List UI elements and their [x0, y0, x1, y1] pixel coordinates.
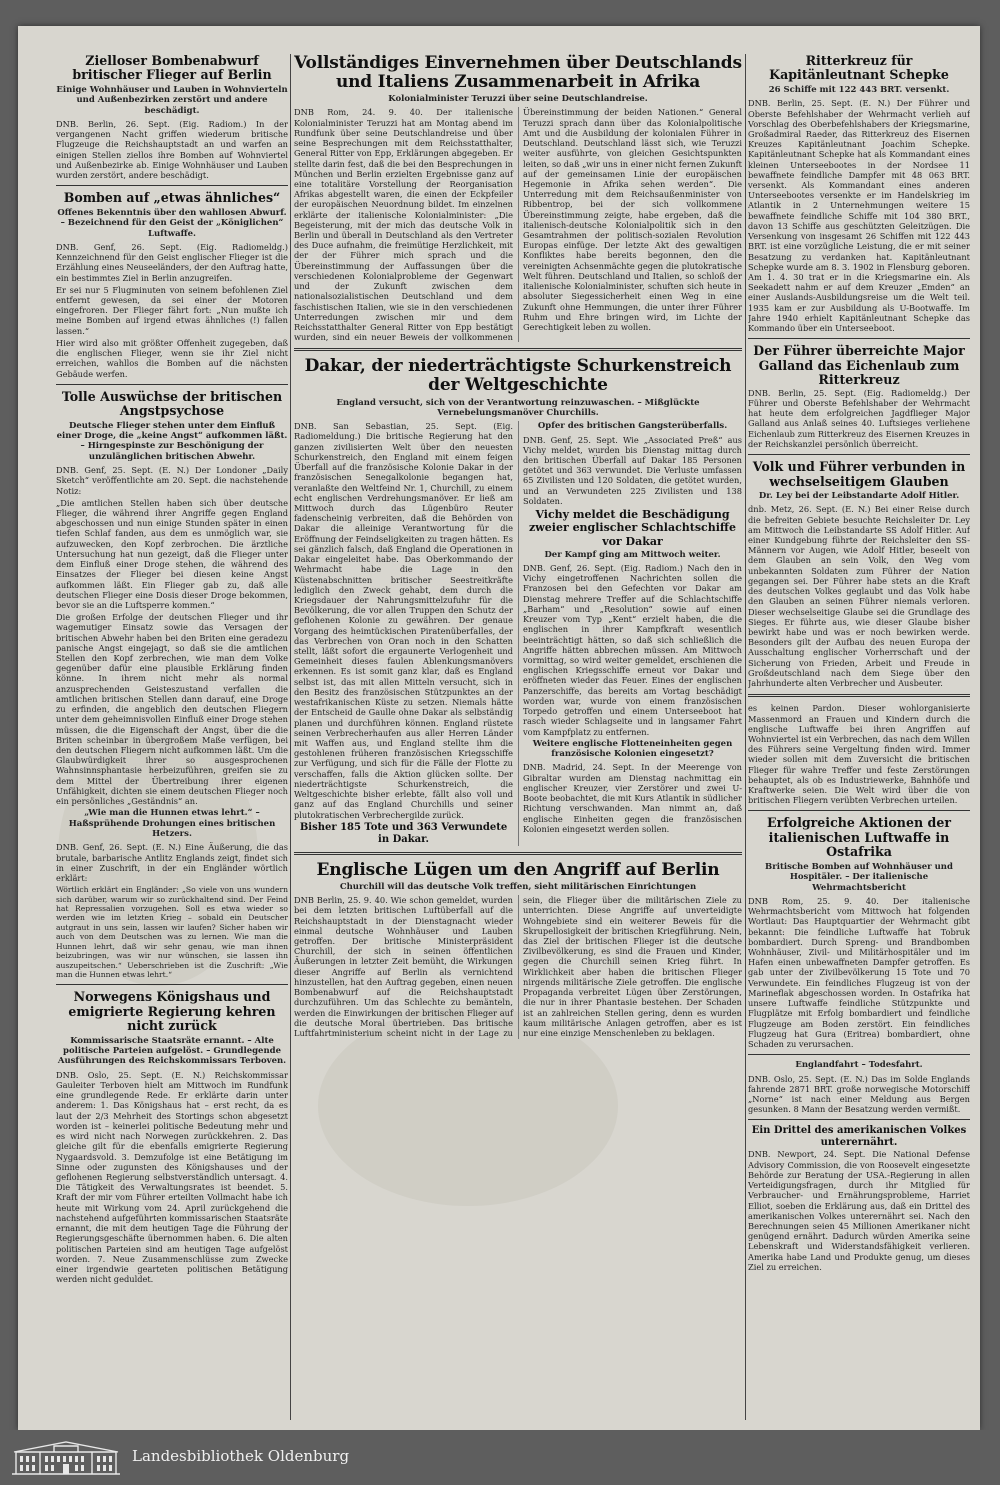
subhead-angstpsychose: Deutsche Flieger stehen unter dem Einfluß einer Droge, die „keine Angst“ aufkommen läßt. – Hirngespinste zur Beschönigung der unzulänglichen britischen Abwehr.	[56, 420, 288, 462]
article-text: DNB. Berlin, 25. Sept. (E. N.) Der Führer und Oberste Befehlshaber der Wehrmacht verlieh auf Vorschlag des Oberbefehlshabers der Kriegsmarine, Großadmiral Raeder, das Ritterkreuz des Eisernen Kreuzes Kapitänleutnant Joachim Schepke. Kapitänleutnant Schepke hat als Kommandant eines kleinen Unterseebootes in der Nordsee 11 bewaffnete feindliche Dampfer mit 48 063 BRT. versenkt. Als Kommandant eines anderen Unterseebootes versenkte er im Handelskrieg im Atlantik in 2 Unternehmungen weitere 15 bewaffnete feindliche Schiffe mit 104 380 BRT., davon 13 Schiffe aus geschützten Geleitzügen. Die Versenkung von insgesamt 26 Schiffen mit 122 443 BRT. ist eine vorzügliche Leistung, die er mit seiner Besatzung zu verdanken hat. Kapitänleutnant Schepke wurde am 8. 3. 1902 in Flensburg geboren. Am 1. 4. 30 trat er in die Kriegsmarine ein. Als Seekadett nahm er auf dem Kreuzer „Emden“ an einer Auslands-Ausbildungsreise um die Welt teil. 1935 kam er zur Ausbildung als U-Bootwaffe. Im Jahre 1940 erhielt Kapitänleutnant Schepke das Kommando über ein Unterseeboot.	[748, 98, 970, 334]
subhead-ostafrika: Britische Bomben auf Wohnhäuser und Hospitäler. – Der italienische Wehrmachtsbericht	[765, 861, 953, 893]
headline-bombenabwurf: Zielloser Bombenabwurf britischer Flieger auf Berlin	[72, 54, 272, 83]
divider	[748, 1119, 970, 1120]
article-text: DNB. Genf, 26. Sept. (Eig. Radiomeldg.) Kennzeichnend für den Geist englischer Flieger ist die Erzählung eines Neuseeländers, der den Auftrag hatte, ein bestimmtes Ziel in Berlin anzugreifen.	[56, 241, 288, 283]
article-text: DNB. Genf, 26. Sept. (E. N.) Eine Äußerung, die das brutale, barbarische Antlitz Englands zeigt, findet sich in einer Zuschrift, in der ein Engländer wörtlich erklärt:	[56, 842, 288, 884]
column-center	[294, 54, 742, 1420]
subhead-norwegen: Kommissarische Staatsräte ernannt. – Alte politische Parteien aufgelöst. – Grundlegende Ausführungen des Reichskommissars Terboven.	[57, 1035, 287, 1067]
article-text: Er sei nur 5 Flugminuten von seinem befohlenen Ziel entfernt gewesen, da sei einer der Motoren eingefroren. Der Flieger fährt fort: „Nun mußte ich meine Bomben auf irgend etwas ähnliches (!) fallen lassen.“	[56, 284, 288, 336]
divider	[748, 694, 970, 697]
article-text: DNB. Oslo, 25. Sept. (E. N.) Reichskommissar Gauleiter Terboven hielt am Mittwoch im Rundfunk eine grundlegende Rede. Er erklärte darin unter anderem: 1. Das Königshaus hat – erst recht, da es laut der 2/3 Mehrheit des Stortings schon abgesetzt worden ist – keinerlei politische Bedeutung mehr und es wird nicht nach Norwegen zurückkehren. 2. Das gleiche gilt für die ebenfalls emigrierte Regierung Nygaardsvold. 3. Demzufolge ist eine Betätigung im Sinne oder zugunsten des Königshauses und der geflohenen Regierung selbstverständlich untersagt. 4. Die Tätigkeit des Verwaltungsrates ist beendet. 5. Kraft der mir vom Führer erteilten Vollmacht habe ich heute mit Wirkung vom 24. April zurückgehend die nachstehend aufgeführten kommissarischen Staatsräte ernannt, die mit dem heutigen Tage die Führung der Regierungsgeschäfte übernommen haben. 6. Die alten politischen Parteien sind am heutigen Tage aufgelöst worden. 7. Neue Zusammenschlüsse zum Zwecke einer irgendwie gearteten politischen Betätigung werden nicht geduldet.	[56, 1069, 288, 1285]
headline-ritterkreuz: Ritterkreuz für Kapitänleutnant Schepke	[769, 54, 949, 83]
subhead-hunnen: „Wie man die Hunnen etwas lehrt.“ – Haßsprühende Drohungen eines britischen Hetzers.	[68, 808, 276, 840]
article-text: DNB. Berlin, 26. Sept. (Eig. Radiom.) In der vergangenen Nacht griffen wiederum britische Flugzeuge die Reichshauptstadt an und warfen an einigen Stellen ziellos ihre Bomben auf Wohnviertel und Außenbezirke ab. Einige Wohnhäuser und Lauben wurden zerstört, andere beschädigt.	[56, 119, 288, 181]
divider	[748, 1054, 970, 1055]
headline-drittel-amerika: Ein Drittel des amerikanischen Volkes unterernährt.	[751, 1125, 967, 1149]
article-text: DNB. San Sebastian, 25. Sept. (Eig. Radiomeldung.) Die britische Regierung hat den ganzen zivilisierten Welt über den neuesten Schurkenstreich, den England mit einem feigen Überfall auf die französische Kolonie Dakar in der französischen Senegalkolonie begangen hat, veranlaßte den Weltfeind Nr. 1, Churchill, zu einem echt englischen Verdrehungsmanöver. Er ließ am Mittwoch durch das Lügenbüro Reuter fadenscheinig verbreiten, daß die Behörden von Dakar die alleinige Verantwortung für die Eröffnung der Feindseligkeiten zu tragen hätten. Es sei gänzlich falsch, daß England die Operationen in Dakar eingeleitet habe. Das Oberkommando der Wehrmacht habe die Lage in den Küstenabschnitten britischer Seestreitkräfte lediglich den Zweck gehabt, dem durch die Kriegsdauer der Nahrungsmittelzufuhr für die Bevölkerung, die vor allen Truppen den Schutz der geflohenen Kolonie zu gewähren. Der genaue Vorgang des heimtückischen Piratenüberfalles, der das Verbrechen von Oran noch in den Schatten stellt, läßt sofort die ergaunerte Verlogenheit und Gemeinheit dieses faulen Ablenkungsmanövers erkennen. Es ist somit ganz klar, daß es England selbst ist, das mit allen Mitteln versucht, sich in den Besitz des französischen Stützpunktes an der westafrikanischen Küste zu setzen. Niemals hätte der Entscheid de Gaulle ohne Dakar als selbständig planen und durchführen können. England rüstete seinen Verbrecherhaufen aus aller Herren Länder mit Waffen aus, und England stellte ihm die gestohlenen früheren französischen Kriegsschiffe zur Verfügung, und sich für die Fälle der Flotte zu verschaffen, falls die Aktion glücken sollte. Der niederträchtigste Schurkenstreich, die Weltgeschichte bisher erlebte, fällt also voll und ganz auf das England Churchills und seiner plutokratischen Verbrechergilde zurück.	[294, 421, 513, 820]
article-text: Die großen Erfolge der deutschen Flieger und ihr wagemutiger Einsatz sowie das Versagen der britischen Abwehr haben bei den Briten eine geradezu panische Angst eingejagt, so daß sie die amtlichen Stellen den Kopf zerbrechen, wie man dem Volke gegenüber dafür eine plausible Erklärung finden könne. In ihrem nicht mehr als normal anzusprechenden Geisteszustand verfallen die amtlichen britischen Stellen dann darauf, eine Droge zu erfinden, die angeblich den deutschen Fliegern unter dem geheimnisvollen Einfluß einer Droge stehen müssen, die die Eigenschaft der Angst, über die die Briten scheinbar in übergroßem Maße verfügen, bei den deutschen Fliegern nicht aufkommen läßt. Um die Glaubwürdigkeit ihrer so ausgesprochenen Wahnsinnsphantasie herbeizuführen, greifen sie zu dem Mittel der Übertreibung ihrer eigenen Unfähigkeit, dichten sie einem deutschen Flieger noch ein persönliches „Geständnis“ an.	[56, 612, 288, 807]
headline-luegen-berlin: Englische Lügen um den Angriff auf Berlin	[316, 859, 720, 880]
divider	[56, 384, 288, 385]
subhead-etwas-aehnliches: Offenes Bekenntnis über den wahllosen Abwurf. – Bezeichnend für den Geist der „Königlichen“ Luftwaffe.	[57, 207, 287, 239]
column-left	[56, 54, 288, 1420]
library-name: Landesbibliothek Oldenburg	[132, 1447, 350, 1465]
article-text: es keinen Pardon. Dieser wohlorganisierte Massenmord an Frauen und Kindern durch die englische Luftwaffe bei ihren Angriffen auf Wohnviertel ist ein Verbrechen, das nach dem Willen des Führers seine Vergeltung finden wird. Immer wieder sollen mit dem Zuversicht die britischen Flieger für wahre Treffer und feste Zerstörungen behauptet, als ob es Industriewerke, Bahnhöfe und Kraftwerke seien. Die Welt wird über die von britischen Fliegern verübten Verbrechen urteilen.	[748, 703, 970, 806]
subhead-luegen-berlin: Churchill will das deutsche Volk treffen, sieht militärischen Einrichtungen	[339, 881, 697, 892]
column-rule	[290, 54, 291, 1420]
article-afrika-body	[294, 107, 742, 342]
divider	[294, 852, 742, 855]
subhead-flotteneinheiten: Weitere englische Flotteneinheiten gegen französische Kolonien eingesetzt?	[532, 738, 733, 760]
subhead-vichy: Der Kampf ging am Mittwoch weiter.	[544, 549, 721, 560]
headline-angstpsychose: Tolle Auswüchse der britischen Angstpsychose	[61, 388, 283, 419]
article-text: DNB. Newport, 24. Sept. Die National Defense Advisory Commission, die von Roosevelt eingesetzte Behörde zur Beratung der USA.-Regierung in allen Verteidigungsfragen, durch ihr Mitglied für Verbraucher- und Ernährungsprobleme, Harriet Elliot, soeben die Erklärung aus, daß ein Drittel des amerikanischen Volkes unterernährt sei. Nach den Berechnungen seien 45 Millionen Amerikaner nicht genügend ernährt. Dadurch würden Amerika seine Lebenskraft und Widerstandsfähigkeit verlieren. Amerika habe Land und Produkte genug, um dieses Ziel zu erreichen.	[748, 1149, 970, 1272]
divider	[748, 338, 970, 339]
newspaper-page	[18, 26, 980, 1430]
divider	[748, 810, 970, 811]
headline-englandfahrt: Englandfahrt – Todesfahrt.	[795, 1060, 923, 1071]
headline-dakar: Dakar, der niederträchtigste Schurkenstreich der Weltgeschichte	[304, 356, 732, 396]
article-text: dnb. Metz, 26. Sept. (E. N.) Bei einer Reise durch die befreiten Gebiete besuchte Reichsleiter Dr. Ley am Mittwoch die Leibstandarte SS Adolf Hitler. Auf einer Kundgebung führte der Reichsleiter den SS-Männern vor Augen, wie Adolf Hitler, beseelt von dem Glauben an sein Volk, den Weg vom unbekannten Soldaten zum Führer der Nation gegangen sei. Der Führer habe stets an die Kraft des deutschen Volkes geglaubt und das Volk habe den Glauben an seinen Führer niemals verloren. Dieser wechselseitige Glaube sei die Grundlage des Sieges. Er führte aus, wie dieser Glaube bisher bewirkt habe und was er noch bewirken werde. Besonders gilt der Aufbau des neuen Europa der Ausschaltung englischer Vorherrschaft und der Sicherung von Frieden, Arbeit und Freude in Großdeutschland nach dem Siege über den Jahrhunderte alten Verbrecher und Ausbeuter.	[748, 504, 970, 689]
divider	[56, 185, 288, 186]
headline-norwegen: Norwegens Königshaus und emigrierte Regierung kehren nicht zurück	[68, 989, 276, 1034]
headline-ostafrika: Erfolgreiche Aktionen der italienischen Luftwaffe in Ostafrika	[767, 815, 951, 860]
article-text: DNB Berlin, 25. 9. 40. Wie schon gemeldet, wurden bei dem letzten britischen Luftüberfall auf die Reichshauptstadt in der Dienstagnacht wieder einmal deutsche Wohnhäuser und Lauben getroffen. Der britische Ministerpräsident Churchill, der sich in seinen öffentlichen Äußerungen in letzter Zeit bemüht, die Wirkungen dieser Angriffe auf Berlin als vernichtend hinzustellen, hat den Auftrag gegeben, einen neuen Bombenabwurf auf die Reichshauptstadt durchzuführen. Um das Schlechte zu bemänteln, werden die Einwirkungen der britischen Flieger auf die deutsche Moral übertrieben. Das britische Luftfahrtministerium scheint nicht in der Lage zu sein, die Flieger über die militärischen Ziele zu unterrichten. Diese Angriffe auf unverteidigte Wohngebiete sind ein weiterer Beweis für die Skrupellosigkeit der britischen Kriegführung. Nein, das Ziel der britischen Flieger ist die deutsche Zivilbevölkerung, es sind die Frauen und Kinder, gegen die Churchill seinen Krieg führt. In Wirklichkeit aber haben die britischen Flieger nirgends militärische Ziele getroffen. Die englische Propaganda verbreitet Lügen über Zerstörungen, die nur in ihrer Phantasie bestehen. Der Schaden ist an zahlreichen Stellen gering, denn es wurden kaum militärische Anlagen getroffen, aber es ist nur eine einzige Menschenleben zu beklagen.	[294, 895, 742, 1038]
article-text: DNB Rom, 25. 9. 40. Der italienische Wehrmachtsbericht vom Mittwoch hat folgenden Wortlaut: Das Hauptquartier der Wehrmacht gibt bekannt: Die feindliche Luftwaffe hat Tobruk bombardiert. Durch Spreng- und Brandbomben Wohnhäuser, Zivil- und Militärhospitäler und im Hafen einen unbewaffneten Dampfer getroffen. Es gab unter der Zivilbevölkerung 15 Tote und 70 Verwundete. Ein feindliches Flugzeug ist von der Marineflak abgeschossen worden. In Ostafrika hat unsere Luftwaffe feindliche Stützpunkte und Flugplätze mit Erfolg bombardiert und feindliche Flugzeuge am Boden zerstört. Ein feindliches Flugzeug hat Gura (Eritrea) bombardiert, ohne Schaden zu verursachen.	[748, 895, 970, 1050]
article-text: DNB. Madrid, 24. Sept. In der Meerenge von Gibraltar wurden am Dienstag nachmittag ein englischer Kreuzer, vier Zerstörer und zwei U-Boote beobachtet, die mit Kurs Atlantik in südlicher Richtung verschwanden. Man nimmt an, daß englische Einheiten gegen die französischen Kolonien eingesetzt werden sollen.	[523, 762, 742, 834]
article-text: DNB. Oslo, 25. Sept. (E. N.) Das im Solde Englands fahrende 2871 BRT. große norwegische Motorschiff „Norne“ ist nach einer Meldung aus Bergen gesunken. 8 Mann der Besatzung werden vermißt.	[748, 1073, 970, 1115]
article-text: DNB Rom, 24. 9. 40. Der italienische Kolonialminister Teruzzi hat am Montag abend im Rundfunk über seine Deutschlandreise und über seine Besprechungen mit dem Reichsstatthalter, General Ritter von Epp, Erklärungen abgegeben. Er stellte darin fest, daß die bei den Besprechungen in München und Berlin erzielten Ergebnisse ganz auf eine totalitäre Vorstellung der Reorganisation Afrikas abgestellt waren, die einen der Eckpfeiler der europäischen Neuordnung bildet. Im einzelnen erklärte der italienische Kolonialminister: „Die Begeisterung, mit der mich das deutsche Volk in Berlin und überall in Deutschland als den Vertreter des Duce aufnahm, die freimütige Herzlichkeit, mit der der Führer mich sprach und die Übereinstimmung der Auffassungen über die verschiedenen Kolonialprobleme der Gegenwart und der Zukunft zwischen dem nationalsozialistischen Deutschland und dem faschistischen Italien, wie sie in den verschiedenen Unterredungen zwischen mir und dem Reichsstatthalter General Ritter von Epp bestätigt wurden, sind ein neuer Beweis der vollkommenen Übereinstimmung der beiden Nationen.“ General Teruzzi sprach dann über das Kolonialpolitische Amt und die Ausbildung der kolonialen Führer in Deutschland. Deutschland lässt sich, wie Teruzzi weiter ausführte, von gleichen Gesichtspunkten leiten, so daß „wir uns in einer nicht fernen Zukunft auf der gemeinsamen Linie der europäischen Hegemonie in Afrika sehen werden“. Die Unterredung mit dem Reichsaußenminister von Ribbentrop, bei der sich vollkommene Übereinstimmung zeigte, habe ergeben, daß die italienisch-deutsche Kolonialpolitik sich in den Gesamtrahmen der politisch-sozialen Revolution Europas einfüge. Der letzte Akt des gewaltigen Konfliktes habe bereits begonnen, den die vereinigten Achsenmächte gegen die plutokratische Welt führen. Deutschland und Italien, so schloß der italienische Kolonialminister, schuften sich heute in absoluter Siegessicherheit einen Weg in eine Zukunft ohne Hemmungen, die unter ihrer Führer Ruhm und Ehre bringen wird, im Lichte der Gerechtigkeit leben zu wollen.	[294, 107, 742, 343]
article-text: DNB. Genf, 25. Sept. Wie „Associated Preß“ aus Vichy meldet, wurden bis Dienstag mittag durch den britischen Überfall auf Dakar 185 Personen getötet und 363 verwundet. Die Verluste umfassen 65 Zivilisten und 120 Soldaten, die getötet wurden, und an Verwundeten 225 Zivilisten und 138 Soldaten.	[523, 434, 742, 506]
subhead-ritterkreuz: 26 Schiffe mit 122 443 BRT. versenkt.	[768, 84, 950, 95]
subhead-dakar: England versucht, sich von der Verantwortung reinzuwaschen. – Mißglückte Vernebelungsmanöver Churchills.	[336, 397, 700, 418]
article-berlin-body	[294, 895, 742, 1039]
column-right	[748, 54, 970, 1420]
divider	[748, 454, 970, 455]
headline-afrika: Vollständiges Einvernehmen über Deutschlands und Italiens Zusammenarbeit in Afrika	[294, 54, 742, 93]
article-text: DNB. Genf, 26. Sept. (Eig. Radiom.) Nach den in Vichy eingetroffenen Nachrichten sollen die Franzosen bei den Gefechten vor Dakar am Dienstag mehrere Treffer auf die Schlachtschiffe „Barham“ und „Resolution“ sowie auf einen Kreuzer vom Typ „Kent“ erzielt haben, die die englischen in ihrer Kampfkraft wesentlich beeinträchtigt hätten, so daß sich schließlich die Angriffe hätten abbrechen müssen. Am Mittwoch vormittag, so wird weiter gemeldet, erschienen die englischen Kriegsschiffe erneut vor Dakar und eröffneten wieder das Feuer. Eines der englischen Panzerschiffe, das bereits am Vortag beschädigt worden war, wurde von einem französischen Torpedo getroffen und einem Unterseeboot hat rasch wieder Schlagseite und in langsamer Fahrt vom Kampfplatz zu entfernen.	[523, 563, 742, 737]
footer-bar	[0, 1430, 1000, 1485]
headline-dakar-tote: Bisher 185 Tote und 363 Verwundete in Dakar.	[299, 821, 508, 845]
column-rule	[745, 54, 746, 1420]
subhead-dakar-tote: Opfer des britischen Gangsterüberfalls.	[537, 421, 728, 432]
subhead-bombenabwurf: Einige Wohnhäuser und Lauben in Wohnvierteln und Außenbezirken zerstört und andere beschädigt.	[56, 84, 288, 116]
library-building-icon	[10, 1438, 122, 1476]
headline-galland: Der Führer überreichte Major Galland das Eichenlaub zum Ritterkreuz	[753, 343, 965, 388]
headline-volk-fuehrer: Volk und Führer verbunden in wechselseitigem Glauben	[752, 459, 966, 489]
divider	[294, 348, 742, 351]
article-dakar-body	[294, 421, 742, 846]
article-text: „Die amtlichen Stellen haben sich über deutsche Flieger, die während ihrer Angriffe gegen England abgeschossen und nun einige Stunden später in einen tiefen Schlaf fanden, aus dem es unmöglich war, sie aufzuwecken, den Kopf zerbrochen. Die ärztliche Untersuchung hat nun gezeigt, daß die Flieger unter dem Einfluß einer Droge stehen, die während des Einsatzes der Flieger bei diesen keine Angst aufkommen läßt. Ein Flieger gab zu, daß alle deutschen Flieger eine Dosis dieser Droge bekommen, bevor sie an die Luftsperre kommen.“	[56, 497, 288, 610]
article-text: DNB. Genf, 25. Sept. (E. N.) Der Londoner „Daily Sketch“ veröffentlichte am 20. Sept. die nachstehende Notiz:	[56, 465, 288, 496]
headline-etwas-aehnliches: Bomben auf „etwas ähnliches“	[63, 190, 281, 206]
subhead-volk-fuehrer: Dr. Ley bei der Leibstandarte Adolf Hitler.	[758, 490, 960, 501]
headline-vichy: Vichy meldet die Beschädigung zweier englischer Schlachtschiffe vor Dakar	[529, 508, 736, 548]
article-text: Hier wird also mit größter Offenheit zugegeben, daß die englischen Flieger, wenn sie ihr Ziel nicht erreichen, wahllos die Bomben auf die nächsten Gebäude werfen.	[56, 337, 288, 379]
article-text: Wörtlich erklärt ein Engländer: „So viele von uns wundern sich darüber, warum wir so zurückhaltend sind. Der Feind hat Repressalien vorzugehen. Soll es etwa wieder so werden wie im letzten Krieg – sobald ein Deutscher autgraut in uns sein, lassen wir laufen? Sicher haben wir auch von dem Deutschen was zu lernen. Wie man die Hunnen lehrt, daß wir sehr genau, wie man ihnen beizubringen, was wir nur wünschen, sie lassen ihn auszupeitschen.“ Ueberschrieben ist die Zuschrift: „Wie man die Hunnen etwas lehrt.“	[56, 885, 288, 979]
article-text: DNB. Berlin, 25. Sept. (Eig. Radiomeldg.) Der Führer und Oberste Befehlshaber der Wehrmacht hat heute dem erfolgreichen Jagdflieger Major Galland aus Anlaß seines 40. Luftsieges verliehene Eichenlaub zum Ritterkreuz des Eisernen Kreuzes in der Reichskanzlei persönlich überreicht.	[748, 387, 970, 449]
divider	[56, 984, 288, 985]
subhead-afrika: Kolonialminister Teruzzi über seine Deutschlandreise.	[388, 94, 648, 105]
